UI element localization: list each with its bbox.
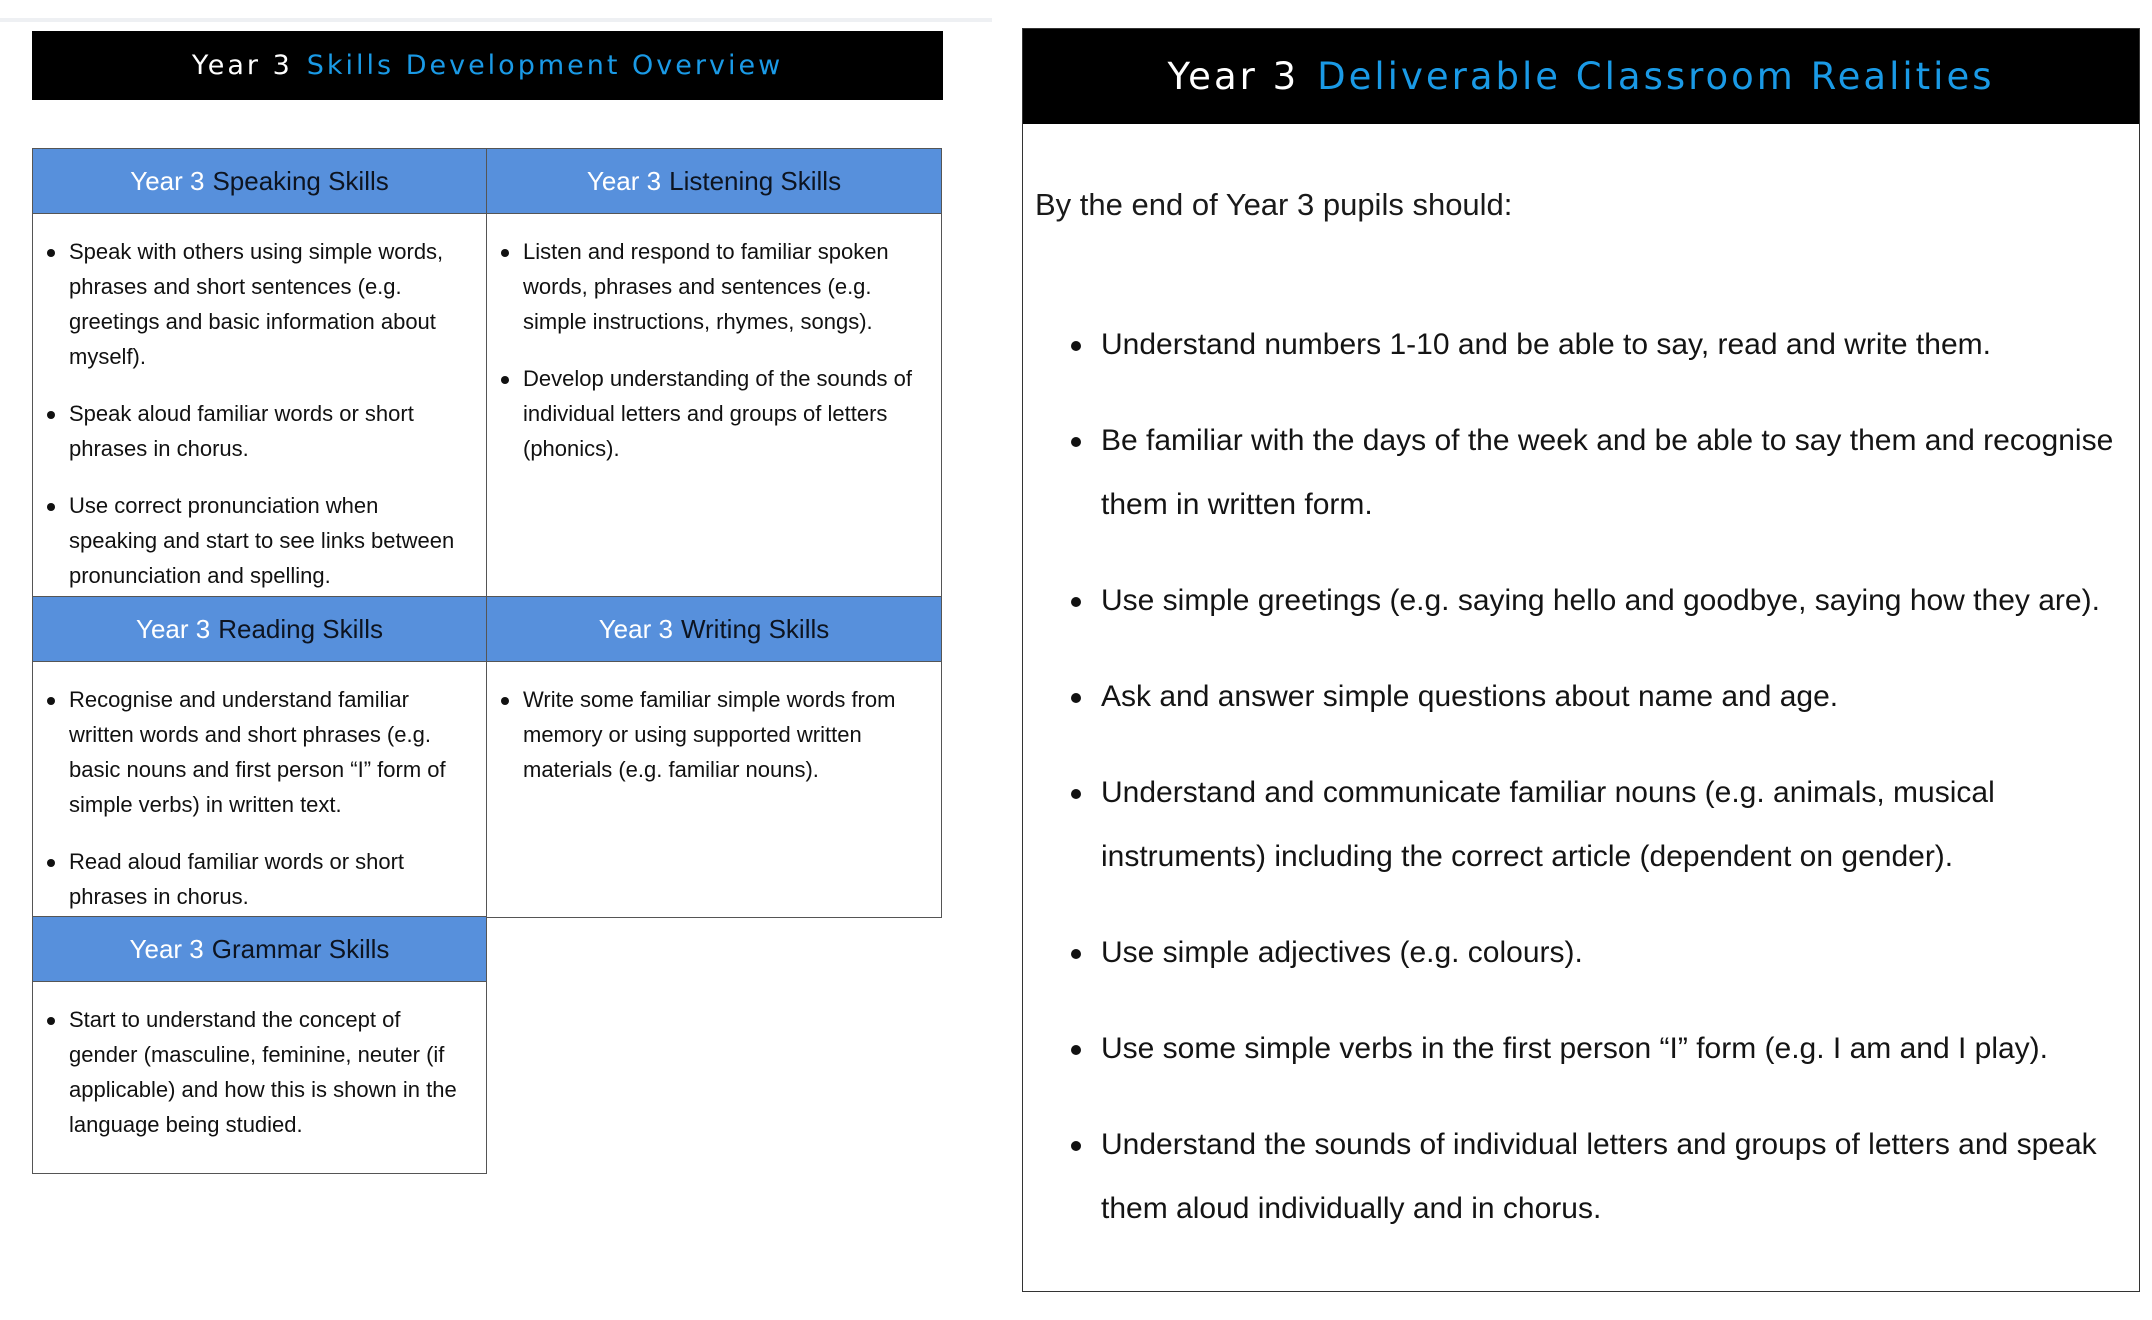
list-item: Write some familiar simple words from memory or using supported written materials (e.g. familiar nouns).	[523, 682, 927, 787]
list-item: Understand and communicate familiar nouns (e.g. animals, musical instruments) including the correct article (dependent on gender).	[1101, 761, 2135, 889]
reading-skills-heading	[33, 597, 486, 662]
speaking-skills-heading	[33, 149, 486, 214]
writing-skills-cell	[486, 596, 942, 918]
list-item: Use simple greetings (e.g. saying hello and goodbye, saying how they are).	[1101, 569, 2135, 633]
grammar-skills-list	[43, 1002, 472, 1142]
speaking-heading-label: Speaking Skills	[212, 165, 389, 196]
writing-heading-label: Writing Skills	[680, 613, 830, 644]
reading-skills-cell	[32, 596, 487, 918]
grammar-skills-heading	[33, 917, 486, 982]
list-item: Start to understand the concept of gender (masculine, feminine, neuter (if applicable) and how this is shown in the language being studied.	[69, 1002, 472, 1142]
grammar-skills-body	[33, 982, 486, 1142]
writing-skills-heading	[487, 597, 941, 662]
speaking-skills-list	[43, 234, 472, 593]
reading-skills-list	[43, 682, 472, 914]
speaking-skills-cell	[32, 148, 487, 598]
writing-heading-prefix: Year 3	[598, 613, 673, 644]
classroom-realities-list	[1065, 313, 2135, 1273]
grammar-heading-prefix: Year 3	[129, 933, 204, 964]
classroom-realities-panel	[1022, 28, 2140, 1292]
listening-heading-prefix: Year 3	[586, 165, 662, 196]
classroom-realities-title-accent: Deliverable Classroom Realities	[1317, 55, 1995, 98]
reading-heading-prefix: Year 3	[136, 613, 211, 644]
list-item: Understand numbers 1-10 and be able to say, read and write them.	[1101, 313, 2135, 377]
reading-heading-label: Reading Skills	[218, 613, 383, 644]
list-item: Speak with others using simple words, phrases and short sentences (e.g. greetings and basic information about myself).	[69, 234, 472, 374]
list-item: Use simple adjectives (e.g. colours).	[1101, 921, 2135, 985]
list-item: Recognise and understand familiar written words and short phrases (e.g. basic nouns and first person “I” form of simple verbs) in written text.	[69, 682, 472, 822]
reading-skills-body	[33, 662, 486, 914]
list-item: Listen and respond to familiar spoken words, phrases and sentences (e.g. simple instructions, rhymes, songs).	[523, 234, 927, 339]
list-item: Understand the sounds of individual letters and groups of letters and speak them aloud individually and in chorus.	[1101, 1113, 2135, 1241]
grammar-heading-label: Grammar Skills	[211, 933, 390, 964]
list-item: Read aloud familiar words or short phrases in chorus.	[69, 844, 472, 914]
grammar-skills-cell	[32, 916, 487, 1174]
speaking-skills-body	[33, 214, 486, 593]
skills-overview-title-prefix: Year 3	[191, 50, 293, 81]
listening-skills-list	[497, 234, 927, 466]
speaking-heading-prefix: Year 3	[130, 165, 205, 196]
classroom-realities-title-prefix: Year 3	[1167, 55, 1300, 98]
listening-skills-body	[487, 214, 941, 466]
list-item: Be familiar with the days of the week and be able to say them and recognise them in written form.	[1101, 409, 2135, 537]
list-item: Ask and answer simple questions about name and age.	[1101, 665, 2135, 729]
skills-overview-title-accent: Skills Development Overview	[306, 50, 784, 81]
list-item: Develop understanding of the sounds of individual letters and groups of letters (phonics).	[523, 361, 927, 466]
page-divider-line	[0, 18, 992, 22]
classroom-realities-intro: By the end of Year 3 pupils should:	[1035, 187, 1513, 222]
list-item: Speak aloud familiar words or short phrases in chorus.	[69, 396, 472, 466]
writing-skills-body	[487, 662, 941, 787]
writing-skills-list	[497, 682, 927, 787]
list-item: Use some simple verbs in the first person “I” form (e.g. I am and I play).	[1101, 1017, 2135, 1081]
listening-skills-cell	[486, 148, 942, 598]
classroom-realities-title	[1023, 29, 2139, 124]
skills-overview-title	[32, 31, 943, 100]
listening-heading-label: Listening Skills	[669, 165, 842, 196]
list-item: Use correct pronunciation when speaking and start to see links between pronunciation and spelling.	[69, 488, 472, 593]
listening-skills-heading	[487, 149, 941, 214]
